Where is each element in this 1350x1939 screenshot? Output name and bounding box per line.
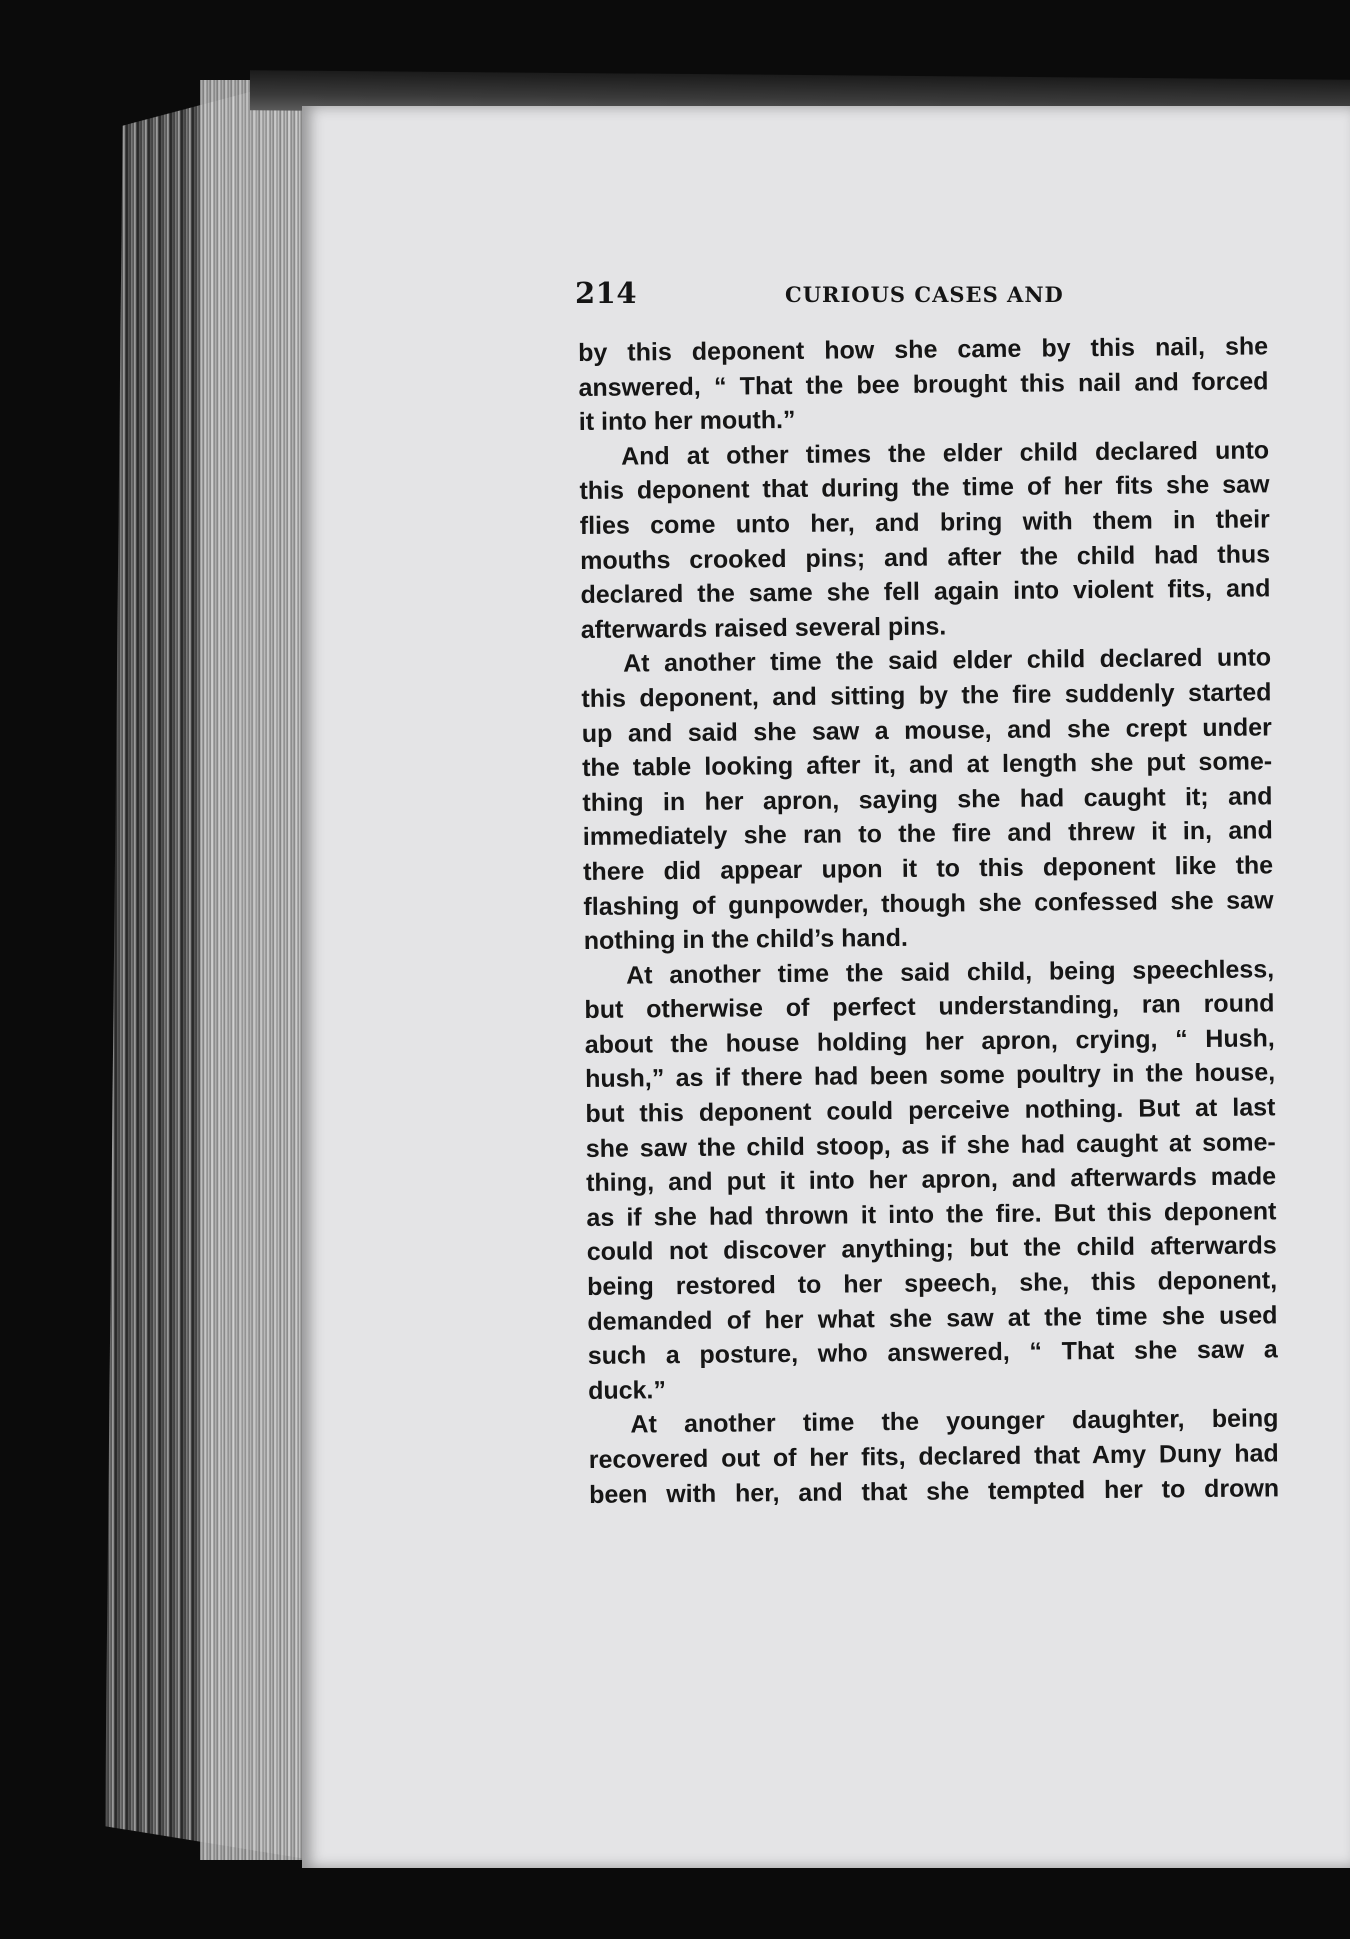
text-line: about the house holding her apron, crying, “ Hush, [584,1024,1275,1059]
text-line: mouths crooked pins; and after the child had thus [580,539,1271,575]
text-line: up and said she saw a mouse, and she crept under [581,712,1272,748]
text-line: been with her, and that she tempted her to drown [588,1473,1280,1509]
text-line: as if she had thrown it into the fire. But this deponent [586,1197,1277,1232]
text-line: she saw the child stoop, as if she had caught at some- [585,1127,1276,1163]
text-line: being restored to her speech, she, this deponent, [586,1266,1278,1301]
text-line: At another time the said child, being speechless, [626,955,1275,990]
text-line: this deponent that during the time of her fits she saw [579,470,1270,506]
text-line: duck.” [587,1376,667,1405]
text-line: afterwards raised several pins. [580,612,947,644]
text-line: thing in her apron, saying she had caught it; and [582,782,1273,817]
text-line: flies come unto her, and bring with them in their [579,505,1270,540]
text-line: there did appear upon it to this deponent like the [583,851,1274,886]
text-line: answered, “ That the bee brought this nail and forced [578,366,1269,402]
text-line: hush,” as if there had been some poultry in the house, [585,1058,1276,1094]
running-head-title: CURIOUS CASES AND [785,282,1064,307]
text-line: declared the same she fell again into violent fits, and [580,574,1271,610]
text-line: this deponent, and sitting by the fire suddenly started [581,678,1272,713]
text-line: And at other times the elder child declared unto [621,436,1270,471]
text-line: At another time the younger daughter, being [630,1404,1279,1439]
text-line: recovered out of her fits, declared that Amy Duny had [588,1439,1279,1474]
text-line: nothing in the child’s hand. [583,923,908,956]
book-page-edges-inner [200,80,310,1860]
text-line: but otherwise of perfect understanding, ran round [584,989,1275,1025]
text-line: such a posture, who answered, “ That she saw a [587,1335,1278,1371]
page-number: 214 [575,276,638,310]
text-line: could not discover anything; but the child afterwards [586,1231,1277,1267]
text-line: but this deponent could perceive nothing. But at last [585,1093,1276,1129]
text-line: At another time the said elder child declared unto [623,643,1272,678]
text-line: the table looking after it, and at length she put some- [582,747,1273,783]
text-line: immediately she ran to the fire and threw it in, and [582,816,1273,852]
text-line: flashing of gunpowder, though she confessed she saw [583,885,1274,921]
running-head [575,276,1095,316]
body-text [578,329,1279,1512]
text-line: thing, and put it into her apron, and afterwards made [585,1162,1277,1198]
text-line: it into her mouth.” [578,406,796,437]
text-line: by this deponent how she came by this nail, she [578,332,1269,367]
text-line: demanded of her what she saw at the time she used [587,1300,1278,1336]
